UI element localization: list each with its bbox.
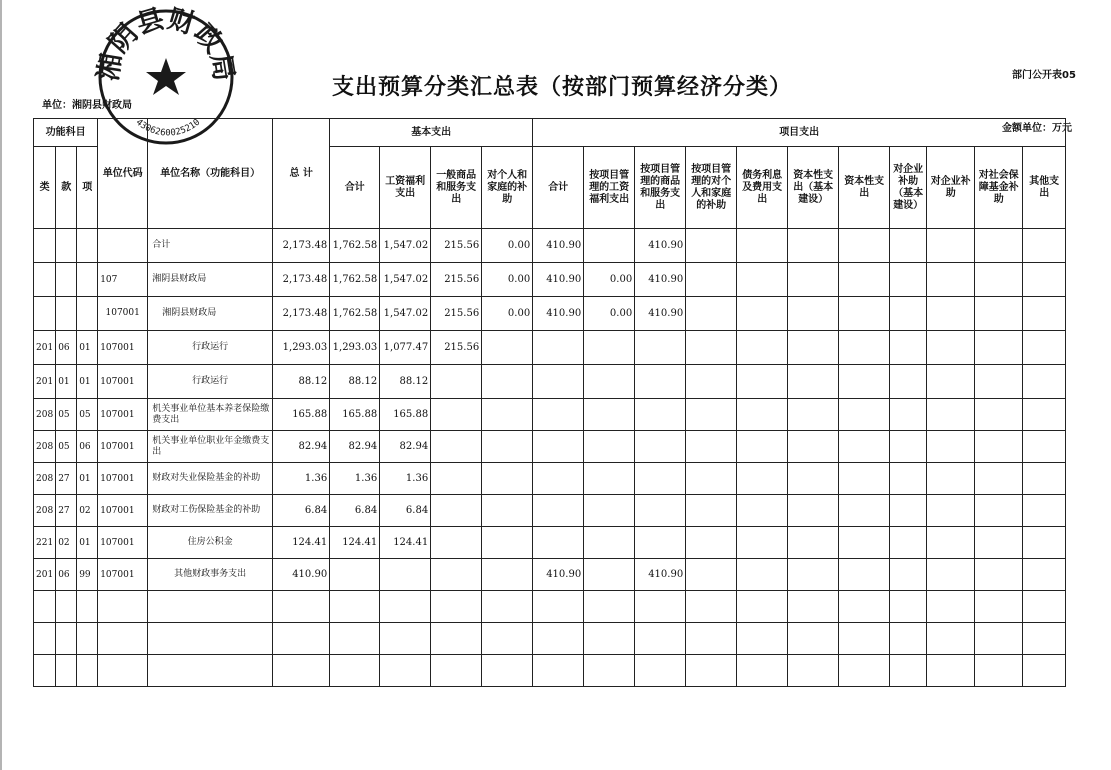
- cell-unit-name: 机关事业单位基本养老保险缴费支出: [148, 399, 273, 431]
- cell-xiang: 99: [77, 559, 98, 591]
- table-row: [34, 331, 1066, 365]
- cell-kuan: 27: [56, 495, 77, 527]
- cell-unit-name: 财政对失业保险基金的补助: [148, 463, 273, 495]
- amount-unit: 金额单位：万元: [1002, 123, 1072, 134]
- cell-total: 124.41: [273, 527, 330, 559]
- cell-xiang: 01: [77, 463, 98, 495]
- header-basic-group: 基本支出: [330, 119, 533, 147]
- cell-basic-goods: 215.56: [431, 229, 482, 263]
- cell-project-wage: 0.00: [584, 263, 635, 297]
- cell-lei: 201: [34, 559, 56, 591]
- cell-lei: 208: [34, 431, 56, 463]
- cell-total: 82.94: [273, 431, 330, 463]
- cell-total: 1,293.03: [273, 331, 330, 365]
- cell-project-goods: 410.90: [635, 229, 686, 263]
- cell-basic-wage: 88.12: [380, 365, 431, 399]
- cell-project-goods: [635, 331, 686, 365]
- cell-basic-wage: 165.88: [380, 399, 431, 431]
- cell-project-wage: [584, 463, 635, 495]
- cell-project-wage: [584, 365, 635, 399]
- cell-kuan: 06: [56, 331, 77, 365]
- header-functional-group: 功能科目: [34, 119, 98, 147]
- cell-xiang: [77, 297, 98, 331]
- cell-unit-name: 财政对工伤保险基金的补助: [148, 495, 273, 527]
- cell-project-goods: [635, 527, 686, 559]
- cell-unit-code: 107001: [98, 399, 148, 431]
- cell-basic-wage: [380, 559, 431, 591]
- cell-project-wage: [584, 399, 635, 431]
- header-xiang: 项: [77, 147, 98, 229]
- unit-label: 单位：湘阴县财政局: [42, 100, 132, 111]
- cell-unit-name: 湘阴县财政局: [148, 297, 273, 331]
- cell-basic-personal: [482, 495, 533, 527]
- cell-basic-total: 6.84: [330, 495, 380, 527]
- table-row-empty: [34, 655, 1066, 687]
- table-body: [34, 229, 1066, 687]
- cell-basic-goods: 215.56: [431, 263, 482, 297]
- header-project-total: 合计: [533, 147, 584, 229]
- header-project-personal: 按项目管理的对个人和家庭的补助: [686, 147, 737, 229]
- cell-project-goods: [635, 365, 686, 399]
- cell-total: 6.84: [273, 495, 330, 527]
- table-row: [34, 365, 1066, 399]
- cell-project-wage: [584, 331, 635, 365]
- cell-basic-wage: 1,547.02: [380, 229, 431, 263]
- seal-text: 湘阴县财政局: [92, 3, 240, 84]
- cell-basic-goods: 215.56: [431, 297, 482, 331]
- cell-basic-goods: [431, 527, 482, 559]
- cell-lei: 208: [34, 399, 56, 431]
- cell-unit-code: 107: [98, 263, 148, 297]
- cell-unit-code: 107001: [98, 527, 148, 559]
- cell-basic-personal: [482, 431, 533, 463]
- table-row: [34, 527, 1066, 559]
- cell-kuan: [56, 229, 77, 263]
- cell-unit-name: 行政运行: [148, 365, 273, 399]
- table-row: [34, 559, 1066, 591]
- cell-xiang: 01: [77, 527, 98, 559]
- table-row-empty: [34, 623, 1066, 655]
- cell-project-total: 410.90: [533, 263, 584, 297]
- cell-lei: [34, 297, 56, 331]
- cell-basic-wage: 1,547.02: [380, 263, 431, 297]
- cell-lei: 221: [34, 527, 56, 559]
- cell-basic-personal: [482, 463, 533, 495]
- cell-basic-wage: 1.36: [380, 463, 431, 495]
- table-row: [34, 463, 1066, 495]
- cell-basic-wage: 1,547.02: [380, 297, 431, 331]
- cell-total: 2,173.48: [273, 297, 330, 331]
- cell-kuan: 05: [56, 431, 77, 463]
- cell-unit-name: 其他财政事务支出: [148, 559, 273, 591]
- header-total: 总 计: [273, 119, 330, 229]
- header-project-capital: 资本性支出: [839, 147, 890, 229]
- cell-lei: 208: [34, 495, 56, 527]
- cell-project-total: [533, 399, 584, 431]
- cell-project-total: [533, 527, 584, 559]
- header-project-social-security: 对社会保障基金补助: [975, 147, 1023, 229]
- cell-unit-code: 107001: [98, 297, 148, 331]
- cell-basic-goods: 215.56: [431, 331, 482, 365]
- cell-xiang: 01: [77, 331, 98, 365]
- cell-total: 2,173.48: [273, 229, 330, 263]
- cell-project-goods: [635, 495, 686, 527]
- cell-lei: [34, 263, 56, 297]
- header-unit-code: 单位代码: [98, 119, 148, 229]
- header-kuan: 款: [56, 147, 77, 229]
- cell-basic-personal: 0.00: [482, 263, 533, 297]
- cell-basic-personal: 0.00: [482, 297, 533, 331]
- cell-basic-total: 1,762.58: [330, 263, 380, 297]
- cell-basic-goods: [431, 399, 482, 431]
- cell-lei: 201: [34, 331, 56, 365]
- cell-unit-name: 住房公积金: [148, 527, 273, 559]
- cell-total: 1.36: [273, 463, 330, 495]
- cell-total: 2,173.48: [273, 263, 330, 297]
- cell-total: 410.90: [273, 559, 330, 591]
- cell-project-wage: [584, 229, 635, 263]
- cell-kuan: 02: [56, 527, 77, 559]
- cell-project-goods: [635, 463, 686, 495]
- header-project-capital-construction: 资本性支出（基本建设）: [788, 147, 839, 229]
- header-project-wage: 按项目管理的工资福利支出: [584, 147, 635, 229]
- cell-unit-code: 107001: [98, 331, 148, 365]
- budget-table: [33, 118, 1066, 687]
- form-code: 部门公开表05: [1012, 70, 1076, 81]
- header-project-enterprise: 对企业补助: [927, 147, 975, 229]
- cell-unit-name: 合计: [148, 229, 273, 263]
- cell-kuan: 01: [56, 365, 77, 399]
- cell-basic-total: 124.41: [330, 527, 380, 559]
- cell-lei: 201: [34, 365, 56, 399]
- cell-project-total: 410.90: [533, 559, 584, 591]
- cell-basic-total: 1,762.58: [330, 297, 380, 331]
- header-basic-wage: 工资福利支出: [380, 147, 431, 229]
- cell-project-wage: [584, 527, 635, 559]
- table-row-empty: [34, 591, 1066, 623]
- cell-unit-name: 湘阴县财政局: [148, 263, 273, 297]
- cell-basic-wage: 124.41: [380, 527, 431, 559]
- seal-number: 4306260025210: [133, 117, 203, 139]
- cell-lei: 208: [34, 463, 56, 495]
- cell-total: 88.12: [273, 365, 330, 399]
- cell-kuan: [56, 263, 77, 297]
- cell-kuan: 06: [56, 559, 77, 591]
- cell-project-wage: [584, 559, 635, 591]
- cell-xiang: 06: [77, 431, 98, 463]
- cell-unit-code: 107001: [98, 365, 148, 399]
- cell-project-total: [533, 463, 584, 495]
- header-lei: 类: [34, 147, 56, 229]
- cell-project-total: [533, 495, 584, 527]
- cell-unit-code: 107001: [98, 559, 148, 591]
- cell-basic-total: [330, 559, 380, 591]
- cell-unit-code: 107001: [98, 495, 148, 527]
- cell-basic-total: 82.94: [330, 431, 380, 463]
- header-basic-total: 合计: [330, 147, 380, 229]
- cell-basic-total: 1.36: [330, 463, 380, 495]
- cell-basic-total: 88.12: [330, 365, 380, 399]
- cell-basic-goods: [431, 365, 482, 399]
- cell-basic-personal: [482, 559, 533, 591]
- cell-unit-code: 107001: [98, 431, 148, 463]
- cell-project-goods: [635, 431, 686, 463]
- header-project-enterprise-construction: 对企业补助（基本建设）: [890, 147, 927, 229]
- cell-kuan: [56, 297, 77, 331]
- cell-project-wage: [584, 431, 635, 463]
- scan-edge: [0, 0, 2, 770]
- cell-project-goods: [635, 399, 686, 431]
- header-project-group: 项目支出: [533, 119, 1066, 147]
- cell-project-total: [533, 431, 584, 463]
- cell-basic-personal: [482, 365, 533, 399]
- table-row: [34, 229, 1066, 263]
- table-row: [34, 431, 1066, 463]
- cell-basic-personal: [482, 331, 533, 365]
- cell-total: 165.88: [273, 399, 330, 431]
- cell-basic-wage: 6.84: [380, 495, 431, 527]
- header-project-debt: 债务利息及费用支出: [737, 147, 788, 229]
- cell-xiang: [77, 263, 98, 297]
- table-row: [34, 297, 1066, 331]
- cell-project-wage: 0.00: [584, 297, 635, 331]
- cell-project-goods: 410.90: [635, 297, 686, 331]
- table-row: [34, 263, 1066, 297]
- cell-kuan: 27: [56, 463, 77, 495]
- header-project-other: 其他支出: [1023, 147, 1066, 229]
- header-unit-name: 单位名称（功能科目）: [148, 119, 273, 229]
- cell-basic-total: 1,762.58: [330, 229, 380, 263]
- cell-basic-goods: [431, 559, 482, 591]
- table-row: [34, 399, 1066, 431]
- cell-basic-goods: [431, 495, 482, 527]
- cell-basic-personal: [482, 527, 533, 559]
- cell-unit-name: 行政运行: [148, 331, 273, 365]
- cell-basic-goods: [431, 463, 482, 495]
- cell-xiang: 01: [77, 365, 98, 399]
- cell-basic-personal: [482, 399, 533, 431]
- cell-unit-code: 107001: [98, 463, 148, 495]
- cell-unit-code: [98, 229, 148, 263]
- cell-unit-name: 机关事业单位职业年金缴费支出: [148, 431, 273, 463]
- cell-lei: [34, 229, 56, 263]
- cell-project-total: [533, 331, 584, 365]
- cell-basic-personal: 0.00: [482, 229, 533, 263]
- page-title: 支出预算分类汇总表（按部门预算经济分类）: [332, 75, 793, 100]
- cell-project-total: [533, 365, 584, 399]
- cell-project-total: 410.90: [533, 297, 584, 331]
- cell-xiang: [77, 229, 98, 263]
- cell-xiang: 02: [77, 495, 98, 527]
- cell-basic-wage: 1,077.47: [380, 331, 431, 365]
- cell-xiang: 05: [77, 399, 98, 431]
- cell-project-goods: 410.90: [635, 559, 686, 591]
- cell-basic-wage: 82.94: [380, 431, 431, 463]
- cell-project-wage: [584, 495, 635, 527]
- header-basic-goods: 一般商品和服务支出: [431, 147, 482, 229]
- cell-kuan: 05: [56, 399, 77, 431]
- cell-basic-total: 1,293.03: [330, 331, 380, 365]
- cell-basic-total: 165.88: [330, 399, 380, 431]
- header-project-goods: 按项目管理的商品和服务支出: [635, 147, 686, 229]
- cell-project-goods: 410.90: [635, 263, 686, 297]
- table-row: [34, 495, 1066, 527]
- cell-project-total: 410.90: [533, 229, 584, 263]
- cell-basic-goods: [431, 431, 482, 463]
- header-basic-personal: 对个人和家庭的补助: [482, 147, 533, 229]
